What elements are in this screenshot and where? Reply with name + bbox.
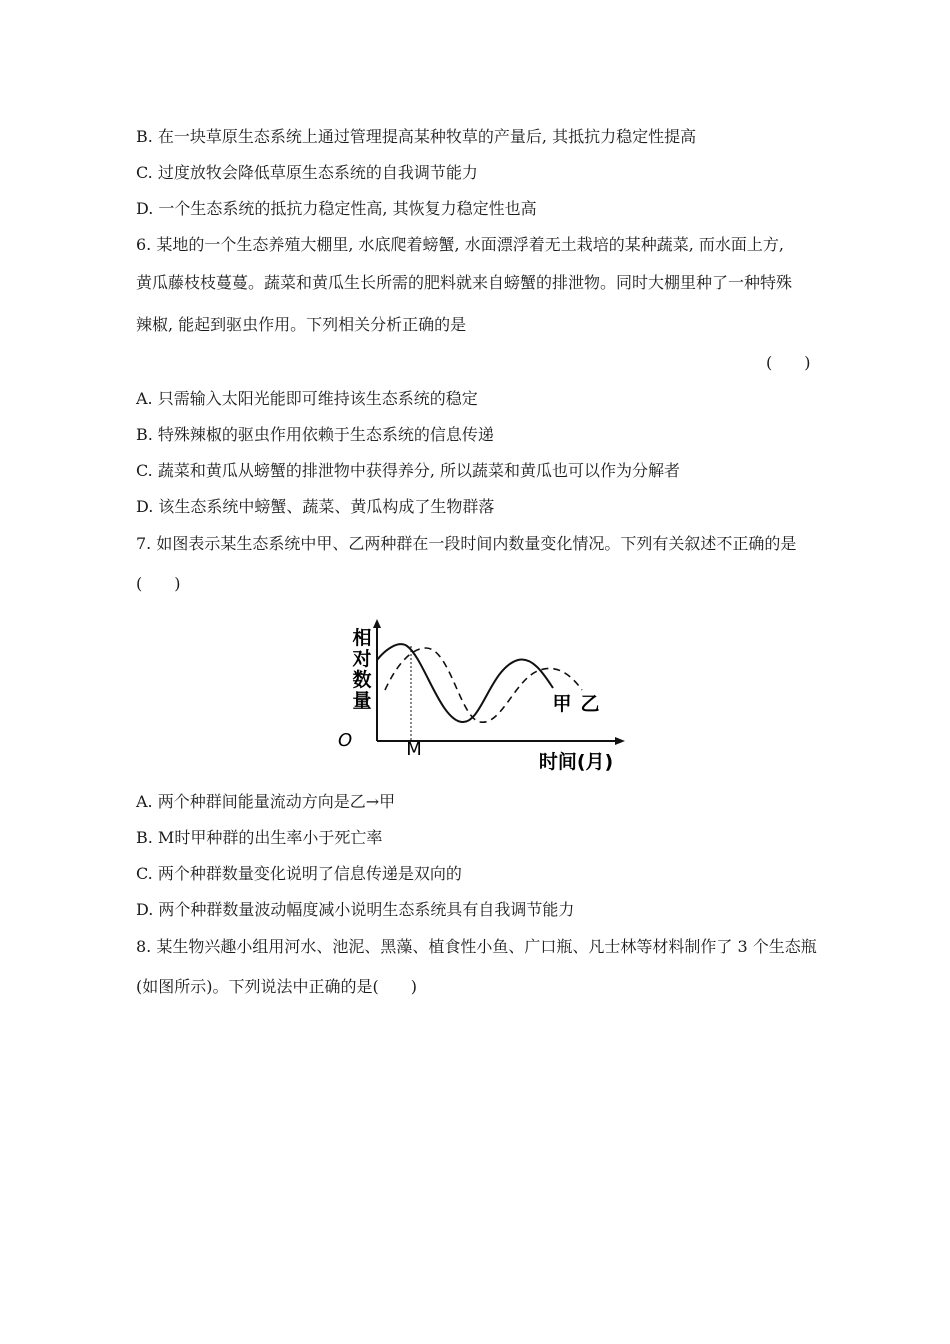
- q7-option-c: C. 两个种群数量变化说明了信息传递是双向的: [136, 864, 462, 883]
- q7-option-d: D. 两个种群数量波动幅度减小说明生态系统具有自我调节能力: [136, 900, 575, 919]
- x-axis-label: 时间(月): [538, 751, 614, 773]
- q6-stem-line-3: 辣椒, 能起到驱虫作用。下列相关分析正确的是: [136, 315, 467, 334]
- y-axis-label-char: 对: [352, 648, 372, 670]
- q6-option-b: B. 特殊辣椒的驱虫作用依赖于生态系统的信息传递: [136, 425, 494, 444]
- q7-option-b: B. M时甲种群的出生率小于死亡率: [136, 828, 383, 847]
- q8-stem-line-1: 8. 某生物兴趣小组用河水、池泥、黑藻、植食性小鱼、广口瓶、凡士林等材料制作了 3 个生态瓶: [136, 937, 817, 956]
- q5-option-b: B. 在一块草原生态系统上通过管理提高某种牧草的产量后, 其抵抗力稳定性提高: [136, 127, 697, 146]
- y-axis-arrow-icon: [373, 619, 381, 628]
- q5-option-c: C. 过度放牧会降低草原生态系统的自我调节能力: [136, 163, 478, 182]
- q5-option-d: D. 一个生态系统的抵抗力稳定性高, 其恢复力稳定性也高: [136, 199, 537, 218]
- q6-option-a: A. 只需输入太阳光能即可维持该生态系统的稳定: [136, 389, 478, 408]
- q7-stem: 7. 如图表示某生态系统中甲、乙两种群在一段时间内数量变化情况。下列有关叙述不正确的是: [136, 534, 797, 553]
- y-axis-label-char: 量: [352, 690, 372, 712]
- origin-label: O: [338, 730, 353, 751]
- q6-answer-blank: ( ): [766, 353, 811, 372]
- y-axis-label-char: 相: [352, 627, 372, 649]
- q8-stem-line-2: (如图所示)。下列说法中正确的是( ): [136, 977, 417, 996]
- series-jia-curve: [377, 644, 553, 722]
- population-curve-figure: [340, 618, 630, 778]
- series-jia-label: 甲: [552, 693, 572, 715]
- x-axis-arrow-icon: [615, 737, 625, 745]
- q6-option-c: C. 蔬菜和黄瓜从螃蟹的排泄物中获得养分, 所以蔬菜和黄瓜也可以作为分解者: [136, 461, 681, 480]
- series-yi-label: 乙: [580, 693, 600, 715]
- q7-answer-blank: ( ): [136, 574, 181, 593]
- m-label: M: [406, 739, 422, 760]
- y-axis-label-char: 数: [352, 669, 372, 691]
- q6-stem-line-1: 6. 某地的一个生态养殖大棚里, 水底爬着螃蟹, 水面漂浮着无土栽培的某种蔬菜, 而水面上方,: [136, 235, 784, 254]
- q6-stem-line-2: 黄瓜藤枝枝蔓蔓。蔬菜和黄瓜生长所需的肥料就来自螃蟹的排泄物。同时大棚里种了一种特殊: [136, 273, 793, 292]
- q7-option-a: A. 两个种群间能量流动方向是乙→甲: [136, 792, 396, 811]
- q6-option-d: D. 该生态系统中螃蟹、蔬菜、黄瓜构成了生物群落: [136, 497, 495, 516]
